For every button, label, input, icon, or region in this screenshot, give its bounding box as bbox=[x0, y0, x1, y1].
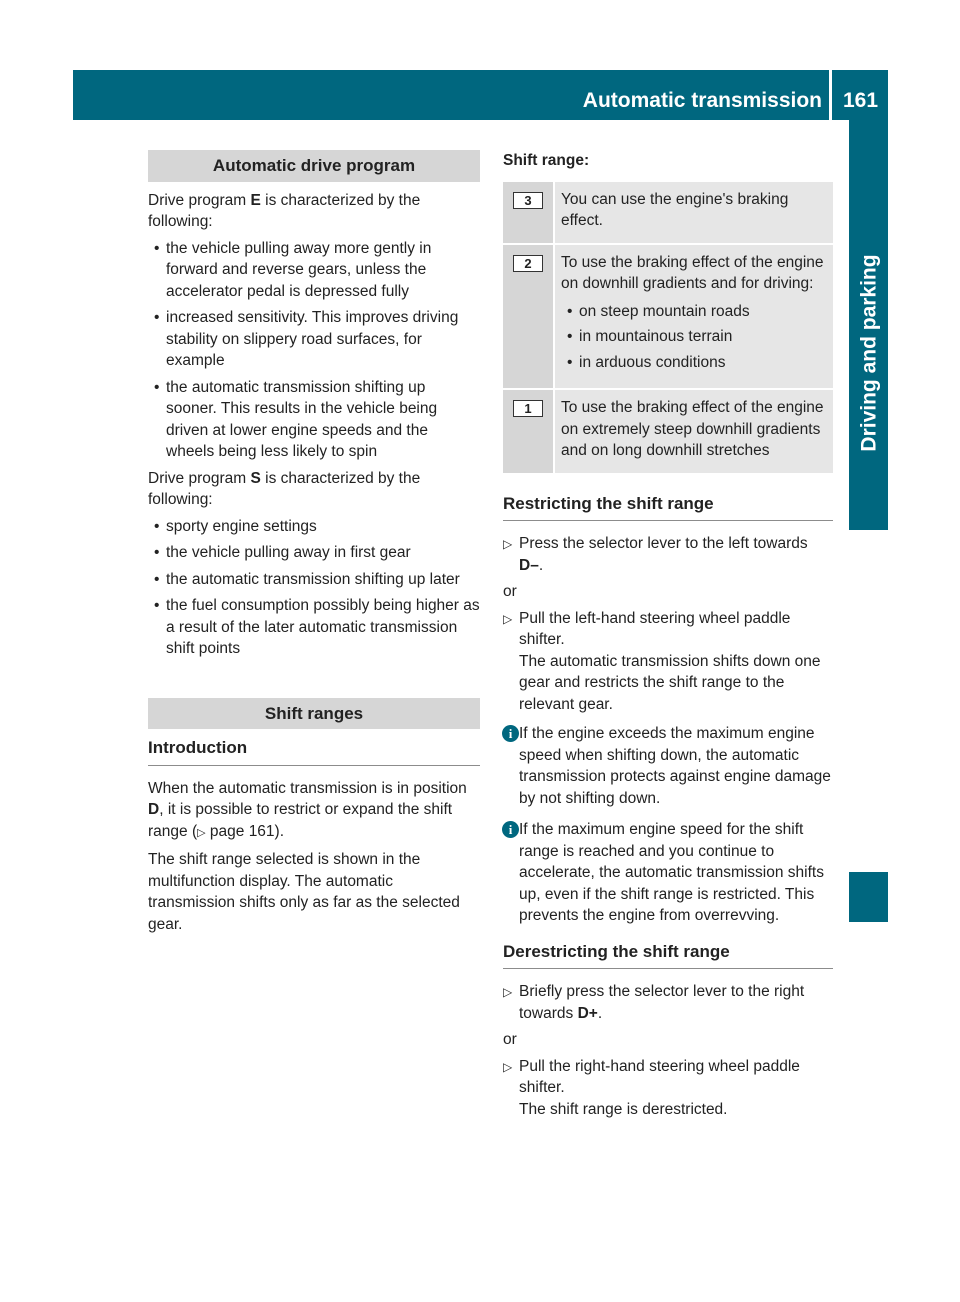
s-program-intro: Drive program S is characterized by the following: bbox=[148, 469, 421, 508]
list-item: • the fuel consumption possibly being higher as a result of the later automatic transmission shift points bbox=[148, 595, 480, 660]
chapter-tab bbox=[849, 230, 888, 475]
table-cell: To use the braking effect of the engine on downhill gradients and for driving: • on steep mountain roads • in mountainous terrain • in arduous conditions bbox=[554, 244, 833, 390]
table-cell: To use the braking effect of the engine on extremely steep downhill gradients and on long downhill stretches bbox=[554, 389, 833, 473]
list-item: • in arduous conditions bbox=[561, 352, 827, 374]
table-row bbox=[503, 389, 833, 473]
e-program-list bbox=[148, 238, 480, 463]
table-row bbox=[503, 244, 833, 390]
right-column bbox=[503, 150, 833, 1125]
shift-range-table bbox=[503, 180, 833, 473]
page-title: Automatic transmission bbox=[582, 89, 822, 112]
s-program-list bbox=[148, 516, 480, 660]
gear-2-key-icon: 2 bbox=[513, 255, 543, 272]
table-row bbox=[503, 181, 833, 244]
step-item: ▷ Press the selector lever to the left towards D–. bbox=[503, 535, 808, 574]
list-item: • the automatic transmission shifting up later bbox=[148, 569, 480, 591]
step-item: ▷ Pull the right-hand steering wheel paddle shifter. The shift range is derestricted. bbox=[503, 1057, 800, 1118]
subheading-restricting: Restricting the shift range bbox=[503, 493, 833, 522]
arrow-right-icon: ▷ bbox=[503, 985, 513, 999]
list-item: • increased sensitivity. This improves driving stability on slippery road surfaces, for example bbox=[148, 307, 480, 372]
header-divider bbox=[829, 70, 832, 120]
intro-paragraph-1: When the automatic transmission is in position D, it is possible to restrict or expand the shift range (▷ page 161). bbox=[148, 779, 467, 840]
list-item: • on steep mountain roads bbox=[561, 301, 827, 323]
info-icon: i bbox=[502, 725, 519, 742]
step-item: ▷ Pull the left-hand steering wheel paddle shifter. The automatic transmission shifts down one gear and restricts the shift range to the relevant gear. bbox=[503, 609, 821, 713]
arrow-right-icon: ▷ bbox=[503, 537, 513, 551]
step-item: ▷ Briefly press the selector lever to the right towards D+. bbox=[503, 983, 805, 1022]
list-item: • the vehicle pulling away in first gear bbox=[148, 542, 480, 564]
shift-range-label: Shift range: bbox=[503, 152, 590, 169]
info-note: i If the engine exceeds the maximum engine speed when shifting down, the automatic transmission protects against engine damage by not shifting down. bbox=[503, 723, 833, 809]
intro-paragraph-2: The shift range selected is shown in the multifunction display. The automatic transmission shifts only as far as the selected gear. bbox=[148, 851, 460, 933]
page-ref-arrow-icon: ▷ bbox=[197, 826, 206, 839]
arrow-right-icon: ▷ bbox=[503, 1059, 513, 1074]
subheading-derestricting: Derestricting the shift range bbox=[503, 941, 833, 970]
page-number: 161 bbox=[843, 89, 879, 112]
or-text: or bbox=[503, 1031, 517, 1048]
info-note: i If the maximum engine speed for the shift range is reached and you continue to accelerate, the automatic transmission shifts up, even if the shift range is restricted. This prevents the engine from overrevving. bbox=[503, 819, 833, 927]
chapter-tab-label: Driving and parking bbox=[856, 253, 880, 452]
list-item: • sporty engine settings bbox=[148, 516, 480, 538]
list-item: • in mountainous terrain bbox=[561, 326, 827, 348]
gear-1-key-icon: 1 bbox=[513, 400, 543, 417]
list-item: • the vehicle pulling away more gently in forward and reverse gears, unless the accelerator pedal is depressed fully bbox=[148, 238, 480, 303]
section-heading-shift-ranges: Shift ranges bbox=[148, 698, 480, 730]
left-column bbox=[148, 150, 480, 940]
table-cell: You can use the engine's braking effect. bbox=[554, 181, 833, 244]
arrow-right-icon: ▷ bbox=[503, 611, 513, 626]
info-icon: i bbox=[502, 821, 519, 838]
e-program-intro: Drive program E is characterized by the following: bbox=[148, 191, 421, 230]
gear-3-key-icon: 3 bbox=[513, 192, 543, 209]
section-heading-auto-program: Automatic drive program bbox=[148, 150, 480, 182]
list-item: • the automatic transmission shifting up sooner. This results in the vehicle being driven at lower engine speeds and the wheels being less likely to spin bbox=[148, 377, 480, 463]
or-text: or bbox=[503, 583, 517, 600]
side-marker bbox=[849, 872, 888, 922]
subheading-introduction: Introduction bbox=[148, 737, 480, 766]
